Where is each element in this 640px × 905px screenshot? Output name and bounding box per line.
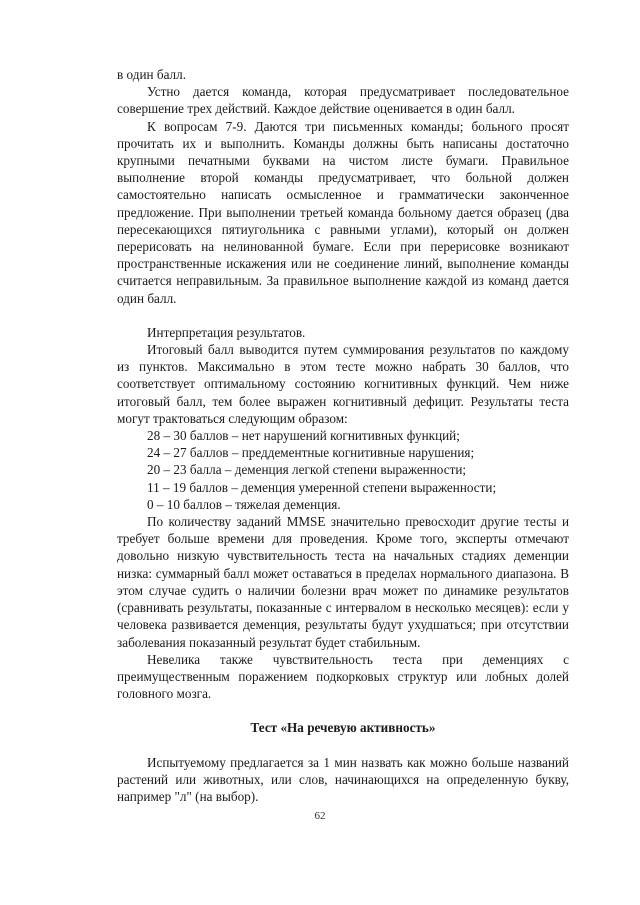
score-range-item: 20 – 23 балла – деменция легкой степени выраженности; [147,462,467,478]
spacer [117,307,569,324]
paragraph-subcortical: Невелика также чувствительность теста при деменциях с преимущественным поражением подкорковых структур или лобных долей головного мозга. [117,651,569,702]
score-range-item: 24 – 27 баллов – преддементные когнитивные нарушения; [147,445,475,461]
score-range-item: 11 – 19 баллов – деменция умеренной степени выраженности; [147,479,497,495]
page-number: 62 [314,810,326,822]
paragraph-mmse-sensitivity: По количеству заданий MMSE значительно превосходит другие тесты и требует больше времени для проведения. Кроме того, эксперты отмечают довольно низкую чувствительность теста на начальных стадиях деменции низка: суммарный балл может оставаться в пределах нормального диапазона. В этом случае судить о наличии болезни врач может по динамике результатов (сравнивать результаты, показанные с интервалом в несколько месяцев): если у человека развивается деменция, результаты будут ухудшаться; при отсутствии заболевания показанный результат будет стабильным. [117,514,569,650]
spacer [117,702,569,719]
score-range-item: 28 – 30 баллов – нет нарушений когнитивных функций; [147,428,460,444]
interpretation-title: Интерпретация результатов. [147,324,306,340]
paragraph-speech-test: Испытуемому предлагается за 1 мин назвать как можно больше названий растений или животных, или слов, начинающихся на определенную букву, например "л" (на выбор). [117,754,569,804]
document-page [117,66,569,805]
score-range-item: 0 – 10 баллов – тяжелая деменция. [147,496,341,512]
interpretation-text: Итоговый балл выводится путем суммирования результатов по каждому из пунктов. Максимально в этом тесте можно набрать 30 баллов, что соответствует оптимальному состоянию когнитивных функций. Чем ниже итоговый балл, тем более выражен когнитивный дефицит. Результаты теста могут трактоваться следующим образом: [117,342,569,426]
spacer [117,737,569,754]
paragraph-continuation: в один балл. [117,67,186,82]
paragraph-written-commands: К вопросам 7-9. Даются три письменных команды; больного просят прочитать их и выполнить. Команды должны быть написаны достаточно крупными печатными буквами на чистом листе бумаги. Правильное выполнение второй команды предусматривает, что больной должен самостоятельно написать осмысленное и грамматически законченное предложение. При выполнении третьей команда больному дается образец (два пересекающихся пятиугольника с равными углами), который он должен перерисовать на нелинованной бумаге. Если при перерисовке возникают пространственные искажения или не соединение линий, выполнение команды считается неправильным. За правильное выполнение каждой из команд дается один балл. [117,118,569,306]
paragraph-verbal-command: Устно дается команда, которая предусматривает последовательное совершение трех действий. Каждое действие оценивается в один балл. [117,84,569,117]
section-heading: Тест «На речевую активность» [250,720,436,736]
